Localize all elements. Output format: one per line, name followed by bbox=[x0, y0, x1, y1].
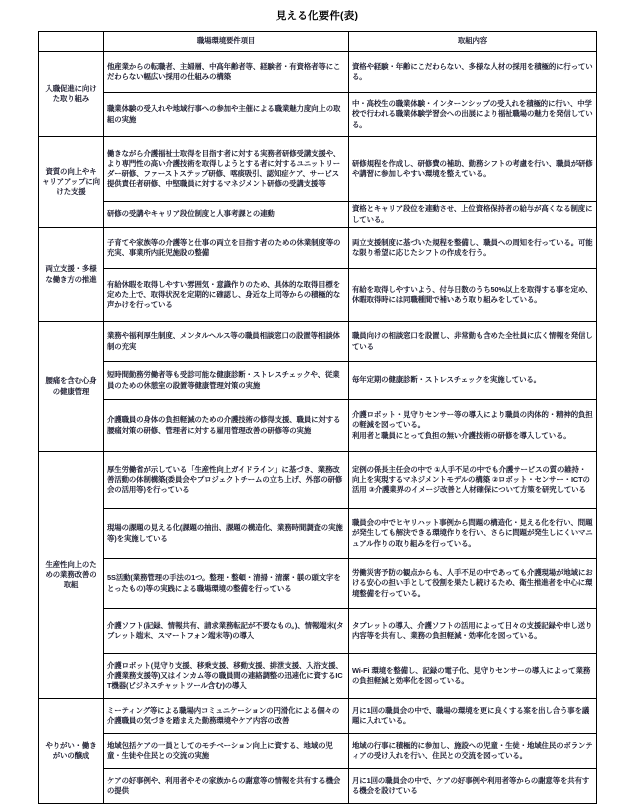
initiative-content-cell: 月に1回の職員会の中で、職場の環境を更に良くする案を出し合う事を議題に入れている。 bbox=[349, 699, 597, 734]
column-header-category bbox=[39, 32, 104, 52]
category-cell: やりがい・働きがいの醸成 bbox=[39, 699, 104, 804]
initiative-content-cell: 資格とキャリア段位を連動させ、上位資格保持者の給与が高くなる制度にしている。 bbox=[349, 202, 597, 228]
page-title: 見える化要件(表) bbox=[275, 10, 359, 22]
table-row bbox=[39, 52, 597, 93]
workplace-requirement-cell: 他産業からの転職者、主婦層、中高年齢者等、経験者・有資格者等にこだわらない幅広い採用の仕組みの構築 bbox=[104, 52, 349, 93]
initiative-content-cell: 介護ロボット・見守りセンサー等の導入により職員の肉体的・精神的負担の軽減を図っている。 利用者と職員にとって負担の無い介護技術の研修を導入している。 bbox=[349, 400, 597, 452]
workplace-requirement-cell: ケアの好事例や、利用者やその家族からの謝意等の情報を共有する機会の提供 bbox=[104, 769, 349, 804]
table-row bbox=[39, 137, 597, 202]
column-header-action: 取組内容 bbox=[349, 32, 597, 52]
workplace-requirement-cell: 介護ロボット(見守り支援、移乗支援、移動支援、排泄支援、入浴支援、介護業務支援等)又はインカム等の職員間の連絡調整の迅速化に資するICT機器(ビジネスチャットツール含む)の導入 bbox=[104, 654, 349, 699]
workplace-requirement-cell: 地域包括ケアの一員としてのモチベーション向上に資する、地域の児童・生徒や住民との交流の実施 bbox=[104, 734, 349, 769]
workplace-requirement-cell: 厚生労働省が示している「生産性向上ガイドライン」に基づき、業務改善活動の体制構築(委員会やプロジェクトチームの立ち上げ、外部の研修会の活用等)を行っている bbox=[104, 452, 349, 509]
initiative-content-cell: 両立支援制度に基づいた規程を整備し、職員への周知を行っている。可能な限り希望に応じたシフトの作成を行う。 bbox=[349, 228, 597, 269]
table-row bbox=[39, 228, 597, 269]
workplace-requirement-cell: 現場の課題の見える化(課題の抽出、課題の構造化、業務時間調査の実施等)を実施している bbox=[104, 509, 349, 559]
table-row bbox=[39, 93, 597, 137]
column-header-item: 職場環境要件項目 bbox=[104, 32, 349, 52]
table-row bbox=[39, 734, 597, 769]
table-row bbox=[39, 559, 597, 609]
initiative-content-cell: 中・高校生の職業体験・インターンシップの受入れを積極的に行い、中学校で行われる職業体験学習会への出展により福祉職場の魅力を発信している。 bbox=[349, 93, 597, 137]
table-row bbox=[39, 322, 597, 362]
initiative-content-cell: 労働災害予防の観点からも、人手不足の中であっても介護現場が地域における安心の担い手として役割を果たし続けるため、衛生推進者を中心に環境整備を行っている。 bbox=[349, 559, 597, 609]
workplace-requirement-cell: 介護職員の身体の負担軽減のための介護技術の修得支援、職員に対する腰痛対策の研修、管理者に対する雇用管理改善の研修等の実施 bbox=[104, 400, 349, 452]
initiative-content-cell: 毎年定期の健康診断・ストレスチェックを実施している。 bbox=[349, 362, 597, 400]
initiative-content-cell: 職員会の中でヒヤリハット事例から問題の構造化・見える化を行い、問題が発生しても解決できる環境作りを行い、さらに問題が発生しにくいマニュアル作りの取り組みを行っている。 bbox=[349, 509, 597, 559]
table-body bbox=[39, 52, 597, 804]
category-cell: 両立支援・多様な働き方の推進 bbox=[39, 228, 104, 322]
visualization-requirements-table bbox=[38, 31, 597, 804]
initiative-content-cell: タブレットの導入、介護ソフトの活用によって日々の支援記録や申し送り内容等を共有し、業務の負担軽減・効率化を図っている。 bbox=[349, 609, 597, 654]
initiative-content-cell: 地域の行事に積極的に参加し、施設への児童・生徒・地域住民のボランティアの受け入れを行い、住民との交流を図っている。 bbox=[349, 734, 597, 769]
category-cell: 腰痛を含む心身の健康管理 bbox=[39, 322, 104, 452]
category-cell: 生産性向上のための業務改善の取組 bbox=[39, 452, 104, 699]
table-row bbox=[39, 769, 597, 804]
workplace-requirement-cell: 業務や福利厚生制度、メンタルヘルス等の職員相談窓口の設置等相談体制の充実 bbox=[104, 322, 349, 362]
workplace-requirement-cell: 職業体験の受入れや地域行事への参加や主催による職業魅力度向上の取組の実施 bbox=[104, 93, 349, 137]
table-row bbox=[39, 509, 597, 559]
workplace-requirement-cell: 働きながら介護福祉士取得を目指す者に対する実務者研修受講支援や、より専門性の高い介護技術を取得しようとする者に対するユニットリーダー研修、ファーストステップ研修、喀痰吸引、認知症ケア、サービス提供責任者研修、中堅職員に対するマネジメント研修の受講支援等 bbox=[104, 137, 349, 202]
initiative-content-cell: 研修規程を作成し、研修費の補助、勤務シフトの考慮を行い、職員が研修や講習に参加しやすい環境を整えている。 bbox=[349, 137, 597, 202]
workplace-requirement-cell: 5S活動(業務管理の手法の1つ。整理・整頓・清掃・清潔・躾の頭文字をとったもの)等の実践による職場環境の整備を行っている bbox=[104, 559, 349, 609]
initiative-content-cell: 月に1回の職員会の中で、ケアの好事例や利用者等からの謝意等を共有する機会を設けている bbox=[349, 769, 597, 804]
category-cell: 資質の向上やキャリアアップに向けた支援 bbox=[39, 137, 104, 228]
workplace-requirement-cell: 子育てや家族等の介護等と仕事の両立を目指す者のための休業制度等の充実、事業所内託児施設の整備 bbox=[104, 228, 349, 269]
table-row bbox=[39, 202, 597, 228]
workplace-requirement-cell: 研修の受講やキャリア段位制度と人事考課との連動 bbox=[104, 202, 349, 228]
workplace-requirement-cell: 有給休暇を取得しやすい雰囲気・意識作りのため、具体的な取得目標を定めた上で、取得状況を定期的に確認し、身近な上司等からの積極的な声かけを行っている bbox=[104, 269, 349, 322]
table-row bbox=[39, 452, 597, 509]
table-row bbox=[39, 609, 597, 654]
initiative-content-cell: 定例の係長主任会の中で ①人手不足の中でも介護サービスの質の維持・向上を実現するマネジメントモデルの構築 ②ロボット・センサー・ICTの活用 ③介護業界のイメージ改善と人材確保について方策を研究している bbox=[349, 452, 597, 509]
initiative-content-cell: 職員向けの相談窓口を設置し、非常勤も含めた全社員に広く情報を発信している bbox=[349, 322, 597, 362]
table-row bbox=[39, 654, 597, 699]
table-row bbox=[39, 400, 597, 452]
header-row bbox=[39, 32, 597, 52]
workplace-requirement-cell: 介護ソフト(記録、情報共有、請求業務転記が不要なもの。)、情報端末(タブレット端末、スマートフォン端末等)の導入 bbox=[104, 609, 349, 654]
table-row bbox=[39, 269, 597, 322]
category-cell: 入職促進に向けた取り組み bbox=[39, 52, 104, 137]
table-header bbox=[39, 32, 597, 52]
workplace-requirement-cell: ミーティング等による職場内コミュニケーションの円滑化による個々の介護職員の気づきを踏まえた勤務環境やケア内容の改善 bbox=[104, 699, 349, 734]
table-row bbox=[39, 362, 597, 400]
initiative-content-cell: 有給を取得しやすいよう、付与日数のうち50%以上を取得する事を定め、休暇取得時には同職種間で補いあう取り組みをしている。 bbox=[349, 269, 597, 322]
initiative-content-cell: 資格や経験・年齢にこだわらない、多様な人材の採用を積極的に行っている。 bbox=[349, 52, 597, 93]
table-row bbox=[39, 699, 597, 734]
initiative-content-cell: Wi-Fi 環境を整備し、記録の電子化、見守りセンサーの導入によって業務の負担軽減と効率化を図っている。 bbox=[349, 654, 597, 699]
workplace-requirement-cell: 短時間勤務労働者等も受診可能な健康診断・ストレスチェックや、従業員のための休憩室の設置等健康管理対策の実施 bbox=[104, 362, 349, 400]
